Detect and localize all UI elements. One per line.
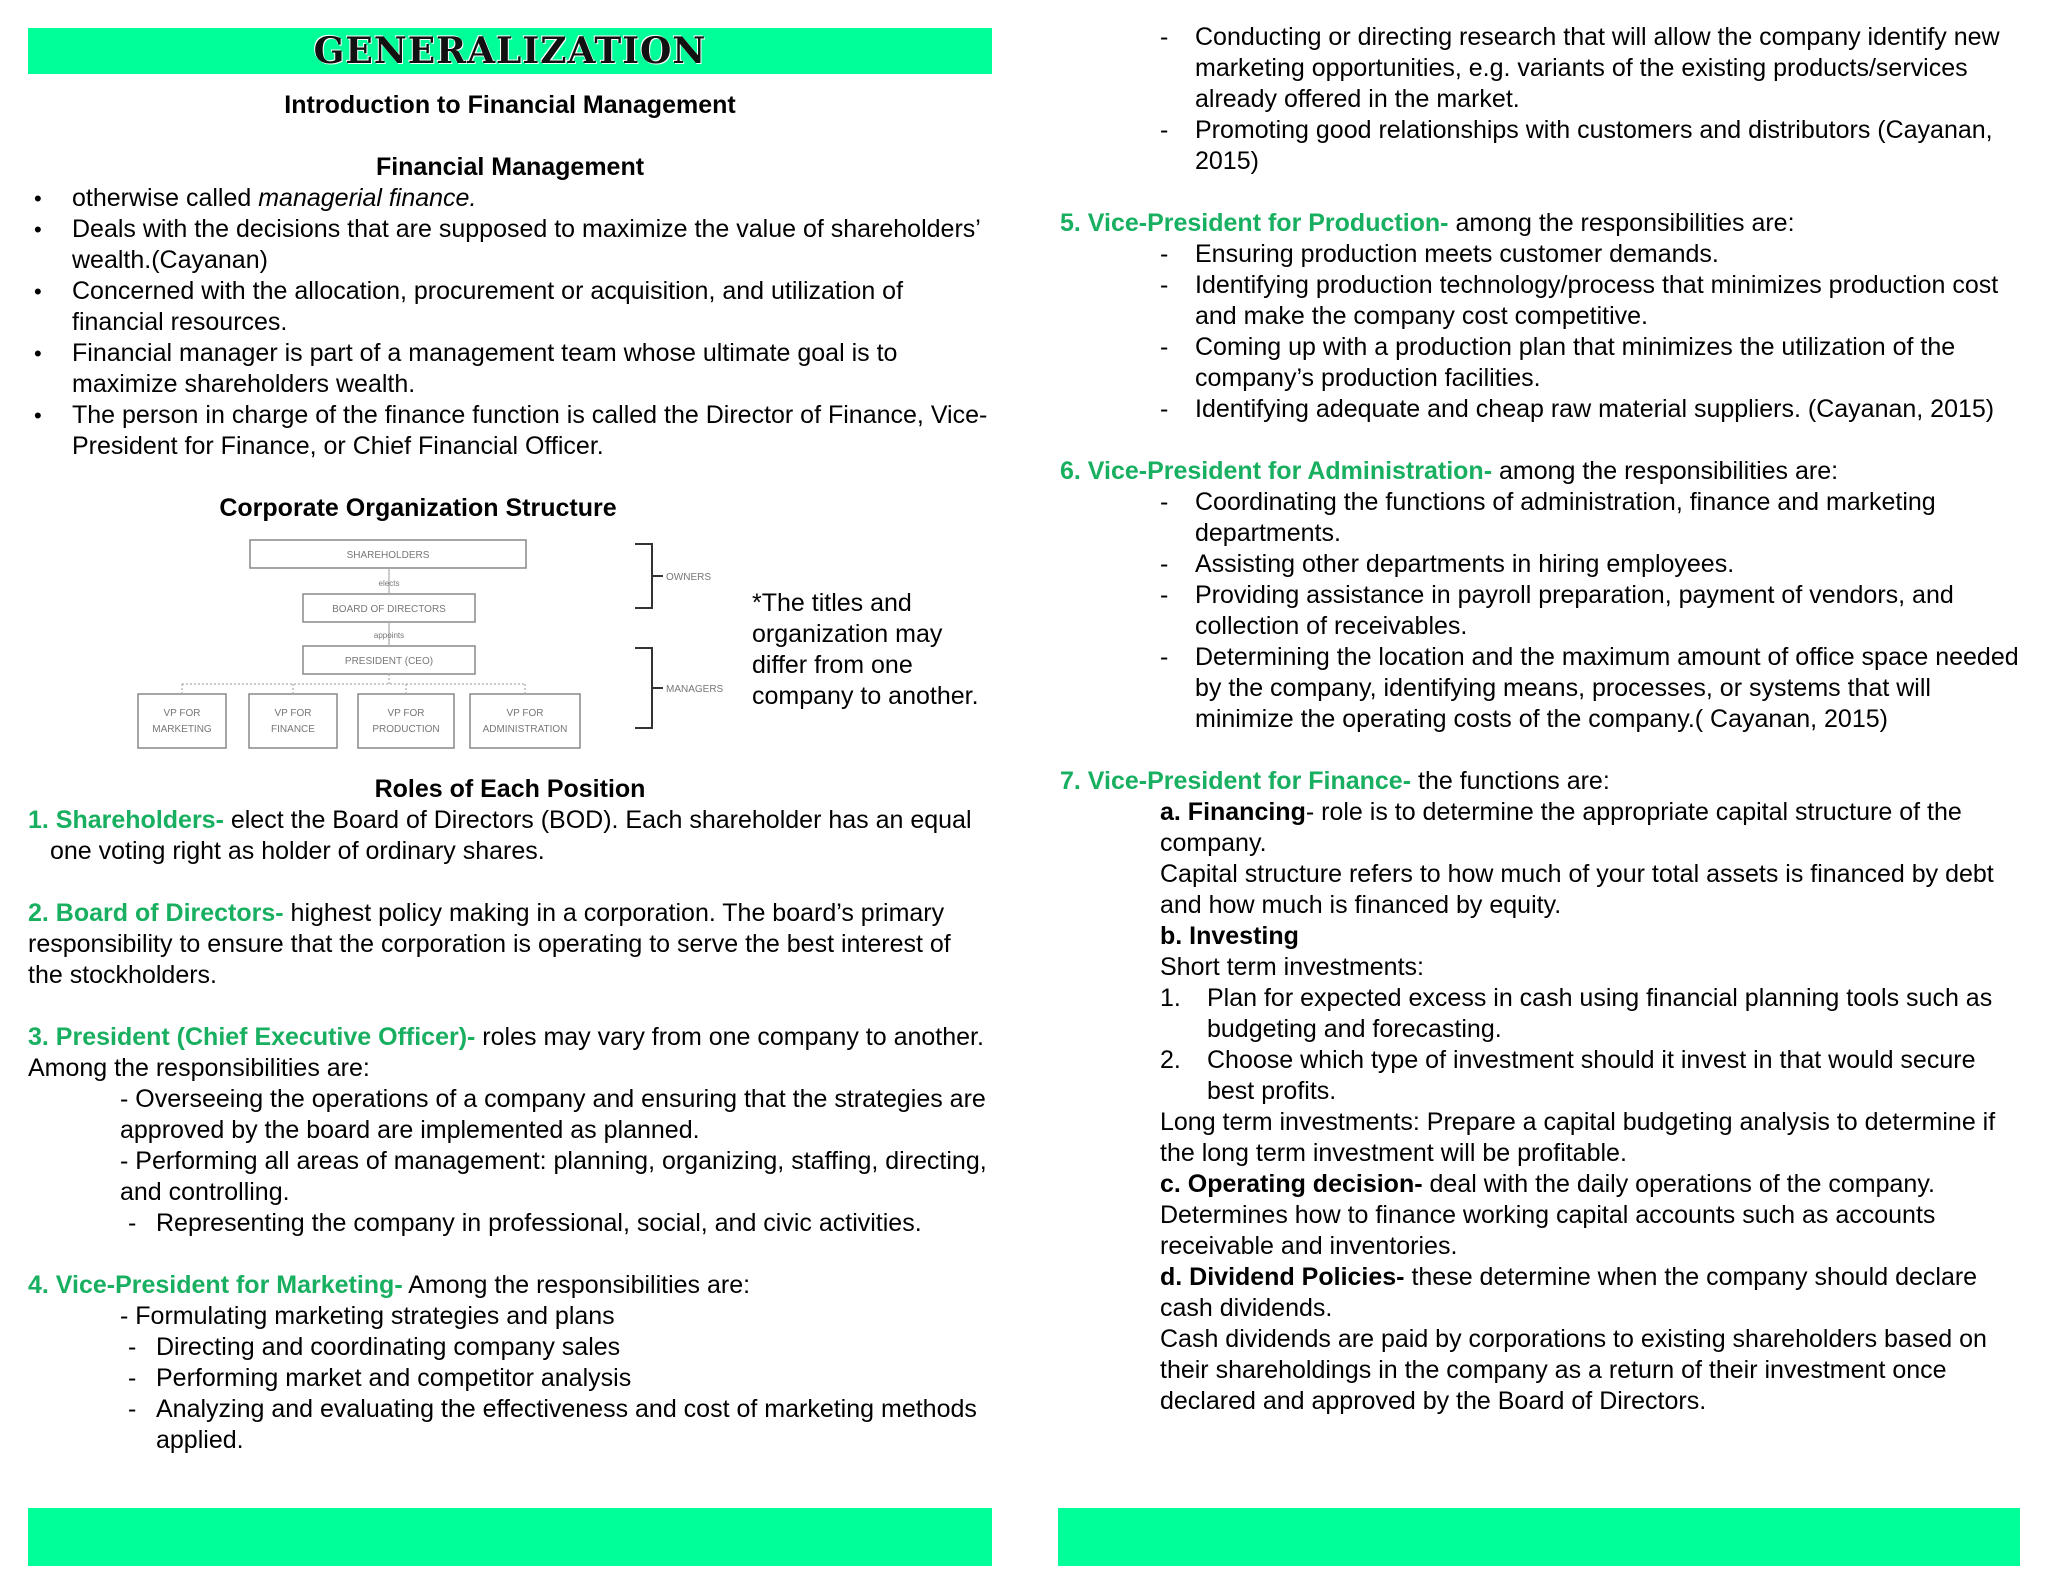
roles-heading: Roles of Each Position — [374, 775, 646, 803]
vp-label-line2: FINANCE — [271, 724, 315, 735]
footer-bar-left — [28, 1508, 992, 1566]
vp-label-line1: VP FOR — [274, 708, 312, 719]
marketing-item: - Performing market and competitor analysis — [128, 1364, 632, 1392]
page-title: GENERALIZATION — [313, 30, 707, 72]
finance-operating: c. Operating decision- deal with the daily operations of the company. — [1160, 1170, 1935, 1198]
role-president: 3. President (Chief Executive Officer)- roles may vary from one company to another. Among the responsibilities are: — [28, 1023, 984, 1082]
finance-long-term: Long term investments: Prepare a capital budgeting analysis to determine if the long term investment will be profitable. — [1160, 1108, 1996, 1167]
elects-label: elects — [378, 579, 400, 588]
owners-label: OWNERS — [666, 572, 711, 583]
administration-item: - Assisting other departments in hiring employees. — [1160, 550, 1735, 578]
appoints-label: appoints — [373, 631, 405, 640]
finance-dividend: d. Dividend Policies- these determine when the company should declare cash dividends. — [1160, 1263, 1978, 1322]
marketing-item: - Conducting or directing research that will allow the company identify new marketing opportunities, e.g. variants of the existing products/services already offered in the market. — [1160, 23, 2000, 113]
vp-label-line1: VP FOR — [506, 708, 544, 719]
board-label: BOARD OF DIRECTORS — [332, 604, 446, 615]
production-item: - Identifying production technology/process that minimizes production cost and make the company cost competitive. — [1160, 271, 1999, 330]
managers-bracket — [635, 648, 652, 728]
marketing-item: - Formulating marketing strategies and plans — [120, 1302, 615, 1330]
list-item: • Deals with the decisions that are supposed to maximize the value of shareholders’ wealth.(Cayanan) — [28, 214, 992, 276]
right-column — [1060, 22, 2022, 1417]
production-item: - Identifying adequate and cheap raw material suppliers. (Cayanan, 2015) — [1160, 395, 1995, 423]
intro-heading: Introduction to Financial Management — [284, 91, 736, 119]
vp-label-line2: ADMINISTRATION — [482, 724, 568, 735]
role-label: 1. Shareholders- — [28, 806, 224, 834]
production-item: - Coming up with a production plan that minimizes the utilization of the company’s production facilities. — [1160, 333, 1956, 392]
vp-administration-box — [470, 694, 580, 748]
finance-capital-structure: Capital structure refers to how much of your total assets is financed by debt and how much is financed by equity. — [1160, 860, 1994, 919]
role-finance: 7. Vice-President for Finance- the functions are: — [1060, 767, 1610, 795]
vp-production-box — [358, 694, 454, 748]
list-item: • The person in charge of the finance function is called the Director of Finance, Vice-President for Finance, or Chief Financial Officer. — [28, 400, 992, 462]
role-label: 3. President (Chief Executive Officer)- — [28, 1023, 476, 1051]
financial-management-list — [28, 183, 992, 462]
vp-label-line2: MARKETING — [152, 724, 212, 735]
finance-short-term: Short term investments: — [1160, 953, 1424, 981]
marketing-item: - Promoting good relationships with customers and distributors (Cayanan, 2015) — [1160, 116, 1993, 175]
finance-operating-more: Determines how to finance working capital accounts such as accounts receivable and inventories. — [1160, 1201, 1936, 1260]
president-item: - Performing all areas of management: planning, organizing, staffing, directing, and controlling. — [120, 1147, 987, 1206]
role-label: 7. Vice-President for Finance- — [1060, 767, 1412, 795]
org-chart — [28, 526, 992, 758]
president-item: - Representing the company in professional, social, and civic activities. — [128, 1209, 922, 1237]
role-label: 4. Vice-President for Marketing- — [28, 1271, 403, 1299]
vp-finance-box — [249, 694, 337, 748]
org-chart-diagram — [133, 526, 753, 758]
role-administration: 6. Vice-President for Administration- among the responsibilities are: — [1060, 457, 1839, 485]
vp-label-line2: PRODUCTION — [372, 724, 440, 735]
footer-bar-right — [1058, 1508, 2020, 1566]
finance-financing: a. Financing- role is to determine the appropriate capital structure of the company. — [1160, 798, 1962, 857]
list-item: • otherwise called managerial finance. — [28, 183, 992, 214]
vp-marketing-box — [138, 694, 226, 748]
administration-item: - Coordinating the functions of administration, finance and marketing departments. — [1160, 488, 1936, 547]
list-item: • Concerned with the allocation, procurement or acquisition, and utilization of financial resources. — [28, 276, 992, 338]
president-label: PRESIDENT (CEO) — [344, 656, 434, 667]
finance-dividend-more: Cash dividends are paid by corporations to existing shareholders based on their shareholdings in the company as a return of their investment once declared and approved by the Board of Directors. — [1160, 1325, 1987, 1415]
org-note: *The titles and organization may differ from one company to another. — [752, 589, 979, 710]
vp-label-line1: VP FOR — [387, 708, 425, 719]
role-production: 5. Vice-President for Production- among the responsibilities are: — [1060, 209, 1795, 237]
role-label: 5. Vice-President for Production- — [1060, 209, 1449, 237]
president-item: - Overseeing the operations of a company and ensuring that the strategies are approved by the board are implemented as planned. — [120, 1085, 986, 1144]
finance-investing: b. Investing — [1160, 922, 1299, 950]
marketing-item: - Directing and coordinating company sales — [128, 1333, 621, 1361]
managers-label: MANAGERS — [666, 684, 724, 695]
list-item: • Financial manager is part of a management team whose ultimate goal is to maximize shareholders wealth. — [28, 338, 992, 400]
org-structure-heading: Corporate Organization Structure — [219, 494, 617, 522]
role-label: 6. Vice-President for Administration- — [1060, 457, 1493, 485]
vp-label-line1: VP FOR — [163, 708, 201, 719]
role-shareholders: 1. Shareholders- elect the Board of Directors (BOD). Each shareholder has an equal one voting right as holder of ordinary shares. — [28, 806, 972, 865]
finance-short-item: 1. Plan for expected excess in cash using financial planning tools such as budgeting and forecasting. — [1160, 984, 1993, 1043]
administration-item: - Providing assistance in payroll preparation, payment of vendors, and collection of receivables. — [1160, 581, 1954, 640]
role-marketing: 4. Vice-President for Marketing- Among the responsibilities are: — [28, 1271, 751, 1299]
owners-bracket — [635, 544, 652, 608]
role-label: 2. Board of Directors- — [28, 899, 284, 927]
shareholders-label: SHAREHOLDERS — [346, 550, 430, 561]
left-column — [28, 28, 992, 1456]
marketing-item: - Analyzing and evaluating the effectiveness and cost of marketing methods applied. — [128, 1395, 977, 1454]
finance-short-item: 2. Choose which type of investment should it invest in that would secure best profits. — [1160, 1046, 1976, 1105]
administration-item: - Determining the location and the maximum amount of office space needed by the company, identifying means, processes, or systems that will minimize the operating costs of the company.( Cayanan, 2015) — [1160, 643, 2019, 733]
production-item: - Ensuring production meets customer demands. — [1160, 240, 1719, 268]
role-board: 2. Board of Directors- highest policy making in a corporation. The board’s primary responsibility to ensure that the corporation is operating to serve the best interest of the stockholders. — [28, 899, 951, 989]
title-banner — [28, 28, 992, 74]
financial-management-heading: Financial Management — [375, 153, 645, 181]
